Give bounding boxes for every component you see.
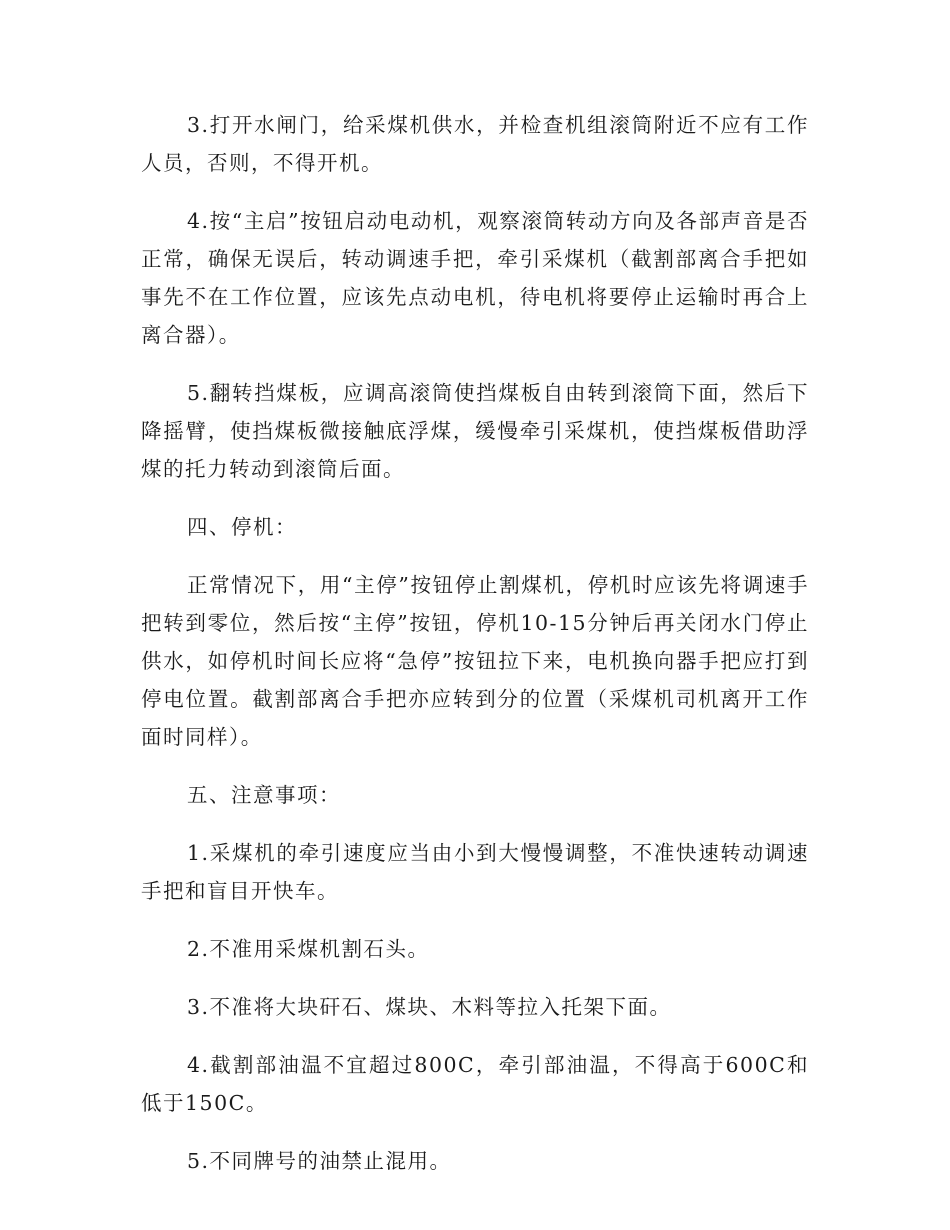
paragraph-note-1: 1.采煤机的牵引速度应当由小到大慢慢调整，不准快速转动调速手把和盲目开快车。 (141, 841, 809, 903)
paragraph-stop-procedure: 正常情况下，用“主停”按钮停止割煤机，停机时应该先将调速手把转到零位，然后按“主停”按钮，停机10-15分钟后再关闭水门停止供水，如停机时间长应将“急停”按钮拉下来，电机换向器手把应打到停电位置。截割部离合手把亦应转到分的位置（采煤机司机离开工作面时同样）。 (141, 573, 809, 749)
section-heading-notes: 五、注意事项： (187, 783, 341, 807)
paragraph-step-3: 3.打开水闸门，给采煤机供水，并检查机组滚筒附近不应有工作人员，否则，不得开机。 (141, 113, 809, 175)
paragraph-note-5: 5.不同牌号的油禁止混用。 (187, 1149, 452, 1173)
section-heading-stop: 四、停机： (187, 515, 297, 539)
document-body (141, 106, 809, 1200)
paragraph-note-2: 2.不准用采煤机割石头。 (187, 937, 430, 961)
paragraph-note-4: 4.截割部油温不宜超过800C，牵引部油温，不得高于600C和低于150C。 (141, 1053, 809, 1115)
paragraph-step-5: 5.翻转挡煤板，应调高滚筒使挡煤板自由转到滚筒下面，然后下降摇臂，使挡煤板微接触底浮煤，缓慢牵引采煤机，使挡煤板借助浮煤的托力转动到滚筒后面。 (141, 381, 809, 481)
paragraph-note-3: 3.不准将大块矸石、煤块、木料等拉入托架下面。 (187, 995, 672, 1019)
paragraph-step-4: 4.按“主启”按钮启动电动机，观察滚筒转动方向及各部声音是否正常，确保无误后，转动调速手把，牵引采煤机（截割部离合手把如事先不在工作位置，应该先点动电机，待电机将要停止运输时再合上离合器）。 (141, 209, 809, 347)
